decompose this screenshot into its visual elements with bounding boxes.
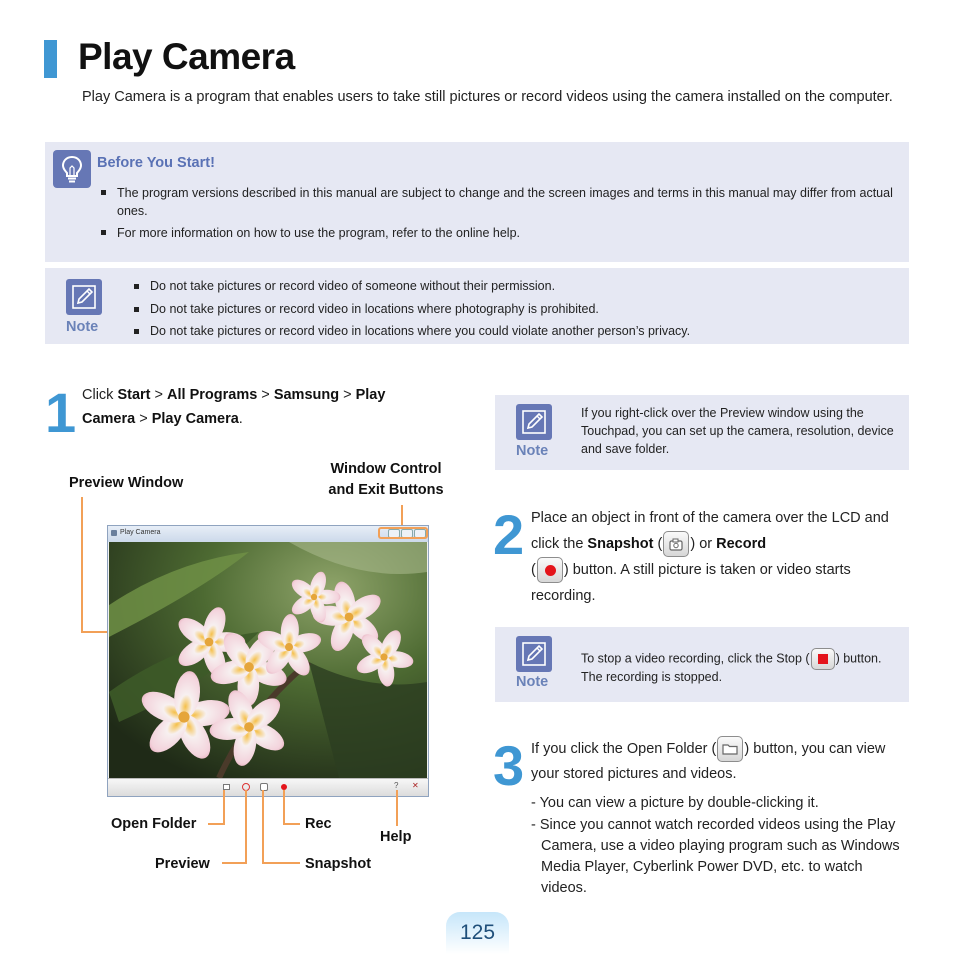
exit-icon[interactable]: ✕ xyxy=(412,781,419,790)
record-button-icon xyxy=(537,557,563,583)
step-2-text: Place an object in front of the camera over the LCD and click the Snapshot ( ) or Record ( ) button. A still picture is taken or video starts recording. xyxy=(531,510,889,605)
page-title: Play Camera xyxy=(78,36,295,77)
lightbulb-icon xyxy=(53,150,91,188)
stop-button-icon xyxy=(811,648,835,670)
before-you-start-list xyxy=(99,184,899,246)
step-3-text: If you click the Open Folder ( ) button, you can view your stored pictures and videos. xyxy=(531,736,906,786)
note-top-list xyxy=(132,275,892,343)
callout-line xyxy=(81,497,83,633)
callout-line xyxy=(262,862,300,864)
callout-snapshot: Snapshot xyxy=(305,856,372,872)
callout-preview-window: Preview Window xyxy=(69,475,184,491)
page-number: 125 xyxy=(459,921,496,944)
preview-window xyxy=(109,542,427,778)
list-item: For more information on how to use the program, refer to the online help. xyxy=(99,224,899,242)
callout-preview: Preview xyxy=(155,856,210,872)
callout-line xyxy=(401,505,403,527)
note-label: Note xyxy=(516,443,549,459)
step-3-bullet: - Since you cannot watch recorded videos using the Play Camera, use a video playing program such as Windows Media Player, Cyberlink Power DVD, etc. to watch videos. xyxy=(531,817,900,896)
window-control-highlight xyxy=(378,527,428,539)
note-step1-text: If you right-click over the Preview window using the Touchpad, you can set up the camera, resolution, device and save folder. xyxy=(581,406,894,456)
step-number-2: 2 xyxy=(493,503,523,566)
record-dot-icon xyxy=(545,565,556,576)
app-toolbar xyxy=(108,778,428,796)
step-3-bullet: - You can view a picture by double-clicking it. xyxy=(531,795,819,811)
app-icon xyxy=(111,530,117,536)
note-step2-text: To stop a video recording, click the Stop ( ) button. The recording is stopped. xyxy=(581,648,901,685)
callout-window-control: Window Control and Exit Buttons xyxy=(328,461,444,498)
list-item: Do not take pictures or record video of someone without their permission. xyxy=(132,275,892,298)
before-you-start-box xyxy=(45,142,909,262)
note-label: Note xyxy=(66,319,99,335)
note-box-top xyxy=(45,268,909,344)
callout-line xyxy=(245,790,247,864)
callout-line xyxy=(222,862,247,864)
note-label: Note xyxy=(516,674,549,690)
callout-line xyxy=(208,823,225,825)
app-window-title: Play Camera xyxy=(120,529,161,536)
callout-line xyxy=(283,823,300,825)
open-folder-button-icon xyxy=(717,736,743,762)
callout-help: Help xyxy=(380,829,412,845)
flower-photo xyxy=(109,542,427,778)
callout-line xyxy=(283,790,285,825)
callout-open-folder: Open Folder xyxy=(111,816,197,832)
list-item: The program versions described in this manual are subject to change and the screen images and terms in this manual may differ from actual ones. xyxy=(99,184,899,220)
note-box-step1 xyxy=(495,395,909,470)
before-you-start-heading: Before You Start! xyxy=(97,155,215,171)
stop-square-icon xyxy=(818,654,828,664)
pencil-note-icon xyxy=(66,279,102,315)
step-number-3: 3 xyxy=(493,734,523,797)
callout-line xyxy=(396,790,398,826)
note-box-step2 xyxy=(495,627,909,702)
step-1-text: Click Start > All Programs > Samsung > Play Camera > Play Camera. xyxy=(82,387,386,427)
callout-line xyxy=(262,790,264,864)
pencil-note-icon xyxy=(516,404,552,440)
title-accent-bar xyxy=(44,40,57,78)
callout-line xyxy=(223,790,225,825)
intro-paragraph: Play Camera is a program that enables users to take still pictures or record videos using the camera installed on the computer. xyxy=(82,89,893,105)
snapshot-button-icon xyxy=(663,531,689,557)
play-camera-window-screenshot xyxy=(107,525,429,797)
list-item: Do not take pictures or record video in locations where you could violate another person’s privacy. xyxy=(132,320,892,343)
step-number-1: 1 xyxy=(45,381,75,444)
pencil-note-icon xyxy=(516,636,552,672)
callout-rec: Rec xyxy=(305,816,332,832)
list-item: Do not take pictures or record video in locations where photography is prohibited. xyxy=(132,298,892,321)
help-icon[interactable]: ? xyxy=(394,781,399,790)
